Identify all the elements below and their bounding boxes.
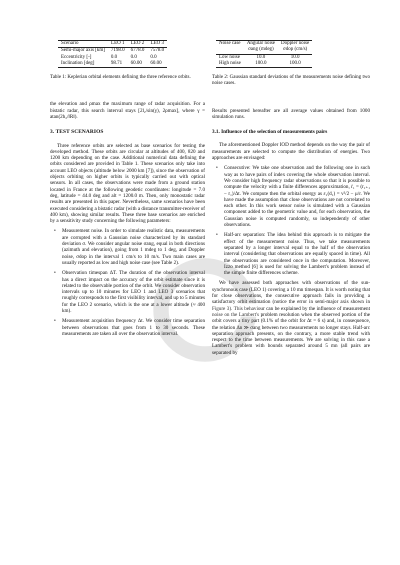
list-item <box>50 228 205 266</box>
bullet-list <box>50 228 205 337</box>
right-paragraph: We have assessed both approaches with observations of the sun-synchronous case (LEO 1) covering a 10 mn timespan. It is worth noting that for close observations, the consecutive approach fails in providing a satisfactory orbit estimation (notice the error in semi-major axis shown in Figure 3). This behaviour can be explained by the influence of measurement noise on the Lambert's problem resolution when the observed portion of the orbit covers a tiny part (0.1% of the orbit for Δt = 6 s) and, in consequence, the relation Δn ≫ σang between two measurements no longer stays. Half-arc separation approach presents, on the contrary, a more stable trend with respect to the time between measurements. We are solving in this case a Lambert's problem with bounds separated around 5 mn (all pairs are separated by <box>212 280 370 356</box>
table-cell: Inclination [deg] <box>61 60 95 66</box>
list-item-text: Measurement acquisition frequency Δt. We consider time separation between observations that goes from 1 to 30 seconds. These measurements are taken all over the observation interval. <box>62 318 205 337</box>
table-row <box>58 55 167 61</box>
table-2-subheader-cell: σdop (cm/s) <box>283 47 308 53</box>
list-item-text: Observation timespan ΔT. The duration of the observation interval has a direct impact on the accuracy of the orbit estimate since it is related to the observable portion of the orbit. We consider observation intervals up to 10 minutes for LEO 1 and LEO 3 scenarios that roughly corresponds to the first visibility interval, and up to 5 minutes for the LEO 2 scenario, which is the one at a lower altitude (≈ 400 km). <box>62 270 205 314</box>
subsection-heading: 3.1. Influence of the selection of measurements pairs <box>212 129 328 136</box>
bullet-icon: • <box>54 270 56 277</box>
table-cell: Eccentricity [-] <box>61 54 92 60</box>
table-1-header-cell: LEO 2 <box>130 41 145 46</box>
table-2-subheader-cell <box>216 47 244 54</box>
table-1-header <box>58 41 167 48</box>
table-2-header <box>216 41 312 48</box>
right-column <box>212 40 370 360</box>
table-1-header-cell: LEO 1 <box>111 41 125 46</box>
table-cell: Semi-major axis [km] <box>61 48 105 54</box>
list-item-text: Consecutive: We take one observation and the following one in such way as to have pairs of index covering the whole observation interval. We consider high frequency radar observations so that it is possible to compute the velocity with a finite differences approximation, ṙ₁ = (r₁₊₁ − r₁)/Δt. We compute then the orbital energy as ε₁(d₁) = v²/2 − μ/r. We have made the assumption that close observations are not correlated to each other. In this work sensor noise is simulated with a Gaussian component added to the geometric value and, for each observation, the Gaussian noise is computed randomly, so independently of other observations. <box>224 165 370 229</box>
table-row <box>216 54 312 61</box>
table-cell: 100.0 <box>289 60 301 66</box>
table-row <box>58 61 167 68</box>
table-cell: 60.00 <box>150 60 162 66</box>
section-heading: 3. TEST SCENARIOS <box>50 129 104 136</box>
table-cell: 10.0 <box>290 54 300 60</box>
list-item <box>212 232 370 276</box>
table-2-caption: Table 2: Gaussian standard deviations of the measurements noise defining two noise cases. <box>212 75 370 87</box>
list-item-text: Half-arc separation: The idea behind this approach is to mitigate the effect of the measurement noise. Thus, we take measurements separated by a longer interval equal to the half of the observation interval (considering that observations are equally spaced in time). All the observations are considered once in the computation. Moreover, Izzo method [6] is used for solving the Lambert's problem instead of the simple finite differences scheme. <box>224 232 370 277</box>
table-row <box>58 48 167 55</box>
bullet-icon: • <box>54 318 56 325</box>
bullet-list <box>212 165 370 276</box>
bullet-icon: • <box>216 232 218 239</box>
table-2-header-cell: Noise case <box>219 41 241 46</box>
list-item <box>50 270 205 314</box>
table-2 <box>216 40 312 68</box>
table-cell: 100.0 <box>255 60 267 66</box>
table-cell: 0.0 <box>150 54 157 60</box>
left-column <box>50 40 205 341</box>
table-2-header-cell: Angular noise <box>246 41 276 46</box>
table-2-header-cell: Doppler noise <box>281 41 310 46</box>
table-cell: 98.71 <box>110 60 123 66</box>
table-cell: 0.0 <box>110 54 118 60</box>
list-item <box>212 165 370 228</box>
list-item-text: Measurement noise. In order to simulate realistic data, measurements are corrupted with a Gaussian noise characterized by its standard deviation σ. We consider angular noise σang, equal in both directions (azimuth and elevation), going from 1 mdeg to 1 deg, and Doppler noise, σdop in the interval 1 cm/s to 10 m/s. Two main cases are usually reported as low and high noise case (see Table 2). <box>62 228 205 266</box>
right-paragraph: The aforementioned Doppler IOD method depends on the way the pair of measurements are selected to compute the distribution of energies. Two approaches are envisaged: <box>212 142 370 162</box>
left-intro-paragraph: the elevation and ρmax the maximum range of radar acquisition. For a bistatic radar, this search interval stays [2l₂/sin(γ), 2ρmax], where γ = atan(2h₂/‖R‖). <box>50 101 205 120</box>
table-1-caption: Table 1: Keplerian orbital elements defining the three reference orbits. <box>50 75 191 81</box>
table-cell: 60.00 <box>130 60 142 66</box>
table-row <box>216 61 312 68</box>
list-item <box>50 318 205 337</box>
table-cell: 6778.0 <box>130 48 145 54</box>
table-cell: 10.0 <box>256 54 266 60</box>
table-cell: High noise <box>219 60 241 66</box>
table-cell: 7198.0 <box>110 48 125 54</box>
bullet-icon: • <box>54 228 56 235</box>
table-1 <box>58 40 167 68</box>
right-intro-paragraph: Results presented hereafter are all average values obtained from 1000 simulation runs. <box>212 107 370 120</box>
table-1-header-cell: Scenario <box>61 41 79 46</box>
table-1-header-cell: LEO 3 <box>150 41 164 46</box>
table-cell: 7578.0 <box>150 48 165 54</box>
left-paragraph: Three reference orbits are selected as base scenarios for testing the developed method. These orbits are circular at altitudes of 400, 820 and 1200 km depending on the case. Additional numerical data defining the orbits considered are provided in Table 1. These scenarios only take into account LEO objects (altitude below 2000 km [7]), since the observation of objects orbiting on higher orbits is typically carried out with optical sensors. In all cases, the observations were made from a ground station located in France at the following geodetic coordinates: longitude = 7.0 deg, latitude = 44.0 deg and alt = 1200.0 m. Then, only monostatic radar results are presented in this paper. Nevertheless, same scenarios have been executed considering a bistatic radar (with a distance transmitter-receiver of 400 km), showing similar results. These three base scenarios are enriched by a sensitivity study concerning the following parameters: <box>50 142 205 225</box>
table-cell: Low noise <box>219 54 240 60</box>
table-2-subheader-cell: σang (mdeg) <box>248 47 274 53</box>
table-cell: 0.0 <box>130 54 137 60</box>
table-2-subheader <box>216 47 312 54</box>
bullet-icon: • <box>216 165 218 172</box>
